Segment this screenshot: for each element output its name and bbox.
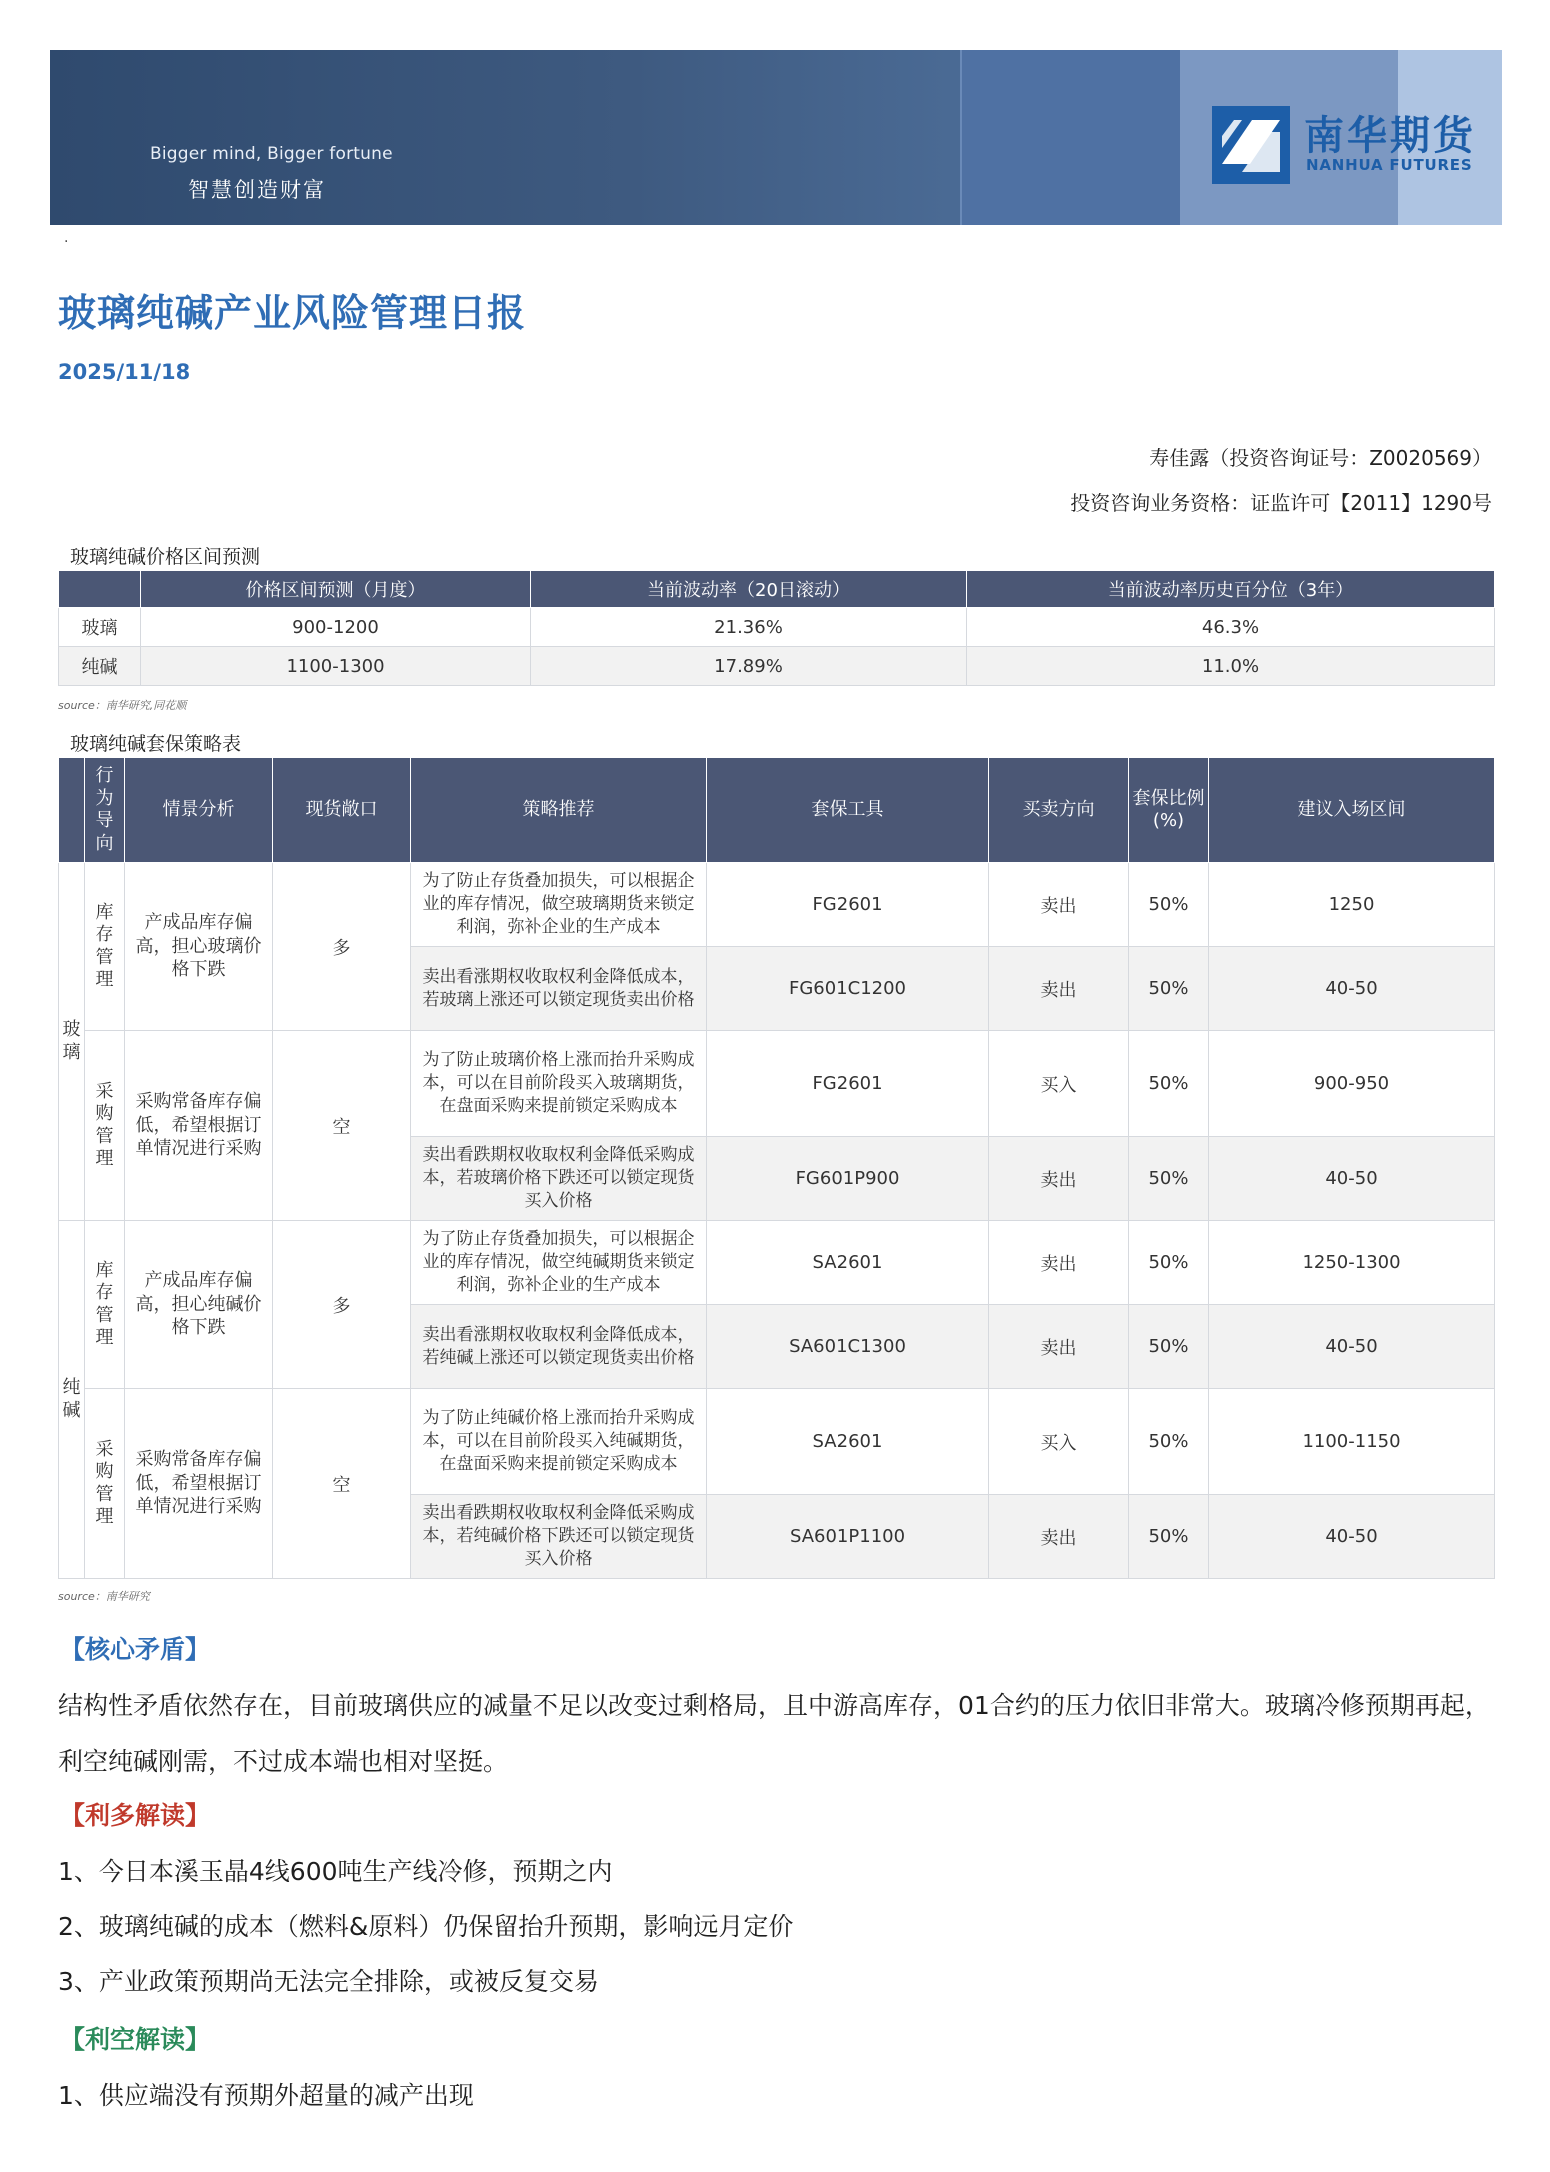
column-header: 价格区间预测（月度） <box>141 571 531 608</box>
column-header: 当前波动率（20日滚动） <box>531 571 967 608</box>
exposure-cell: 多 <box>273 863 411 1031</box>
source-note: source：南华研究 <box>58 1590 150 1603</box>
analysis-cell: 产成品库存偏高，担心纯碱价格下跌 <box>125 1221 273 1389</box>
exposure-cell: 多 <box>273 1221 411 1389</box>
tool-cell: FG2601 <box>707 863 989 947</box>
direction-cell: 买入 <box>989 1031 1129 1137</box>
banner-band <box>962 50 1180 225</box>
strategy-cell: 卖出看涨期权收取权利金降低成本，若玻璃上涨还可以锁定现货卖出价格 <box>411 947 707 1031</box>
column-header: 建议入场区间 <box>1209 758 1495 863</box>
source-note: source：南华研究,同花顺 <box>58 699 187 712</box>
banner-divider <box>960 50 962 225</box>
direction-cell: 卖出 <box>989 863 1129 947</box>
strategy-cell: 为了防止玻璃价格上涨而抬升采购成本，可以在目前阶段买入玻璃期货，在盘面采购来提前锁定采购成本 <box>411 1031 707 1137</box>
nanhua-logo-icon <box>1212 106 1290 184</box>
table-header-row <box>59 758 1495 863</box>
column-header <box>59 758 85 863</box>
direction-cell: 卖出 <box>989 947 1129 1031</box>
strategy-cell: 为了防止存货叠加损失，可以根据企业的库存情况，做空玻璃期货来锁定利润，弥补企业的生产成本 <box>411 863 707 947</box>
core-conflict-heading: 【核心矛盾】 <box>60 1635 211 1664</box>
ratio-cell: 50% <box>1129 1305 1209 1389</box>
product-cell: 纯 碱 <box>59 1221 85 1579</box>
entry-cell: 40-50 <box>1209 947 1495 1031</box>
table-row <box>59 1031 1495 1137</box>
column-header: 现货敞口 <box>273 758 411 863</box>
direction-cell: 买入 <box>989 1389 1129 1495</box>
bearish-heading: 【利空解读】 <box>60 2025 211 2054</box>
entry-cell: 1100-1150 <box>1209 1389 1495 1495</box>
dot-mark: . <box>64 230 69 246</box>
column-header <box>59 571 141 608</box>
ratio-cell: 50% <box>1129 863 1209 947</box>
behavior-cell: 采 购 管 理 <box>85 1031 125 1221</box>
column-header: 套保工具 <box>707 758 989 863</box>
direction-cell: 卖出 <box>989 1495 1129 1579</box>
column-header: 买卖方向 <box>989 758 1129 863</box>
volatility-cell: 21.36% <box>531 608 967 647</box>
tool-cell: FG2601 <box>707 1031 989 1137</box>
ratio-cell: 50% <box>1129 1031 1209 1137</box>
tool-cell: SA2601 <box>707 1389 989 1495</box>
bullish-item: 3、产业政策预期尚无法完全排除，或被反复交易 <box>58 1967 599 1996</box>
ratio-cell: 50% <box>1129 1137 1209 1221</box>
table-header-row <box>59 571 1495 608</box>
slogan-english: Bigger mind, Bigger fortune <box>150 144 393 164</box>
direction-cell: 卖出 <box>989 1305 1129 1389</box>
table-row <box>59 608 1495 647</box>
tool-cell: FG601C1200 <box>707 947 989 1031</box>
entry-cell: 40-50 <box>1209 1495 1495 1579</box>
bullish-item: 1、今日本溪玉晶4线600吨生产线冷修，预期之内 <box>58 1857 613 1886</box>
tool-cell: FG601P900 <box>707 1137 989 1221</box>
entry-cell: 40-50 <box>1209 1137 1495 1221</box>
direction-cell: 卖出 <box>989 1221 1129 1305</box>
table-row <box>59 1221 1495 1305</box>
exposure-cell: 空 <box>273 1031 411 1221</box>
bullish-heading: 【利多解读】 <box>60 1801 211 1830</box>
entry-cell: 900-950 <box>1209 1031 1495 1137</box>
entry-cell: 1250-1300 <box>1209 1221 1495 1305</box>
column-header: 策略推荐 <box>411 758 707 863</box>
author-line: 寿佳露（投资咨询证号：Z0020569） <box>1149 446 1492 470</box>
analysis-cell: 采购常备库存偏低，希望根据订单情况进行采购 <box>125 1389 273 1579</box>
strategy-cell: 卖出看跌期权收取权利金降低采购成本，若玻璃价格下跌还可以锁定现货买入价格 <box>411 1137 707 1221</box>
ratio-cell: 50% <box>1129 1221 1209 1305</box>
entry-cell: 1250 <box>1209 863 1495 947</box>
report-date: 2025/11/18 <box>58 360 191 384</box>
report-title: 玻璃纯碱产业风险管理日报 <box>58 291 527 335</box>
logo-chinese-name: 南华期货 <box>1304 113 1476 159</box>
behavior-cell: 库 存 管 理 <box>85 863 125 1031</box>
hedge-table-caption: 玻璃纯碱套保策略表 <box>70 733 242 755</box>
volatility-cell: 17.89% <box>531 647 967 686</box>
strategy-cell: 为了防止纯碱价格上涨而抬升采购成本，可以在目前阶段买入纯碱期货，在盘面采购来提前锁定采购成本 <box>411 1389 707 1495</box>
ratio-cell: 50% <box>1129 1389 1209 1495</box>
analysis-cell: 采购常备库存偏低，希望根据订单情况进行采购 <box>125 1031 273 1221</box>
column-header: 套保比例 (%) <box>1129 758 1209 863</box>
strategy-cell: 卖出看跌期权收取权利金降低采购成本，若纯碱价格下跌还可以锁定现货买入价格 <box>411 1495 707 1579</box>
bullish-item: 2、玻璃纯碱的成本（燃料&原料）仍保留抬升预期，影响远月定价 <box>58 1912 794 1941</box>
product-cell: 玻璃 <box>59 608 141 647</box>
exposure-cell: 空 <box>273 1389 411 1579</box>
table-row <box>59 1389 1495 1495</box>
header-banner <box>50 50 1502 225</box>
bearish-item: 1、供应端没有预期外超量的减产出现 <box>58 2081 474 2110</box>
behavior-cell: 库 存 管 理 <box>85 1221 125 1389</box>
column-header: 当前波动率历史百分位（3年） <box>967 571 1495 608</box>
direction-cell: 卖出 <box>989 1137 1129 1221</box>
price-range-cell: 900-1200 <box>141 608 531 647</box>
tool-cell: SA2601 <box>707 1221 989 1305</box>
tool-cell: SA601P1100 <box>707 1495 989 1579</box>
ratio-cell: 50% <box>1129 1495 1209 1579</box>
percentile-cell: 11.0% <box>967 647 1495 686</box>
entry-cell: 40-50 <box>1209 1305 1495 1389</box>
tool-cell: SA601C1300 <box>707 1305 989 1389</box>
price-range-cell: 1100-1300 <box>141 647 531 686</box>
percentile-cell: 46.3% <box>967 608 1495 647</box>
behavior-cell: 采 购 管 理 <box>85 1389 125 1579</box>
table-row <box>59 863 1495 947</box>
strategy-cell: 为了防止存货叠加损失，可以根据企业的库存情况，做空纯碱期货来锁定利润，弥补企业的生产成本 <box>411 1221 707 1305</box>
slogan-chinese: 智慧创造财富 <box>188 178 326 202</box>
company-logo <box>1212 102 1492 182</box>
column-header: 行 为 导 向 <box>85 758 125 863</box>
core-conflict-text: 结构性矛盾依然存在，目前玻璃供应的减量不足以改变过剩格局，且中游高库存，01合约的压力依旧非常大。玻璃冷修预期再起，利空纯碱刚需，不过成本端也相对坚挺。 <box>58 1691 1490 1776</box>
strategy-cell: 卖出看涨期权收取权利金降低成本，若纯碱上涨还可以锁定现货卖出价格 <box>411 1305 707 1389</box>
product-cell: 玻 璃 <box>59 863 85 1221</box>
license-line: 投资咨询业务资格：证监许可【2011】1290号 <box>1070 491 1492 515</box>
product-cell: 纯碱 <box>59 647 141 686</box>
price-table-caption: 玻璃纯碱价格区间预测 <box>70 546 261 568</box>
price-range-table <box>58 570 1495 686</box>
column-header: 情景分析 <box>125 758 273 863</box>
analysis-cell: 产成品库存偏高，担心玻璃价格下跌 <box>125 863 273 1031</box>
table-row <box>59 647 1495 686</box>
ratio-cell: 50% <box>1129 947 1209 1031</box>
hedge-strategy-table <box>58 757 1495 1579</box>
logo-english-name: NANHUA FUTURES <box>1306 156 1473 174</box>
